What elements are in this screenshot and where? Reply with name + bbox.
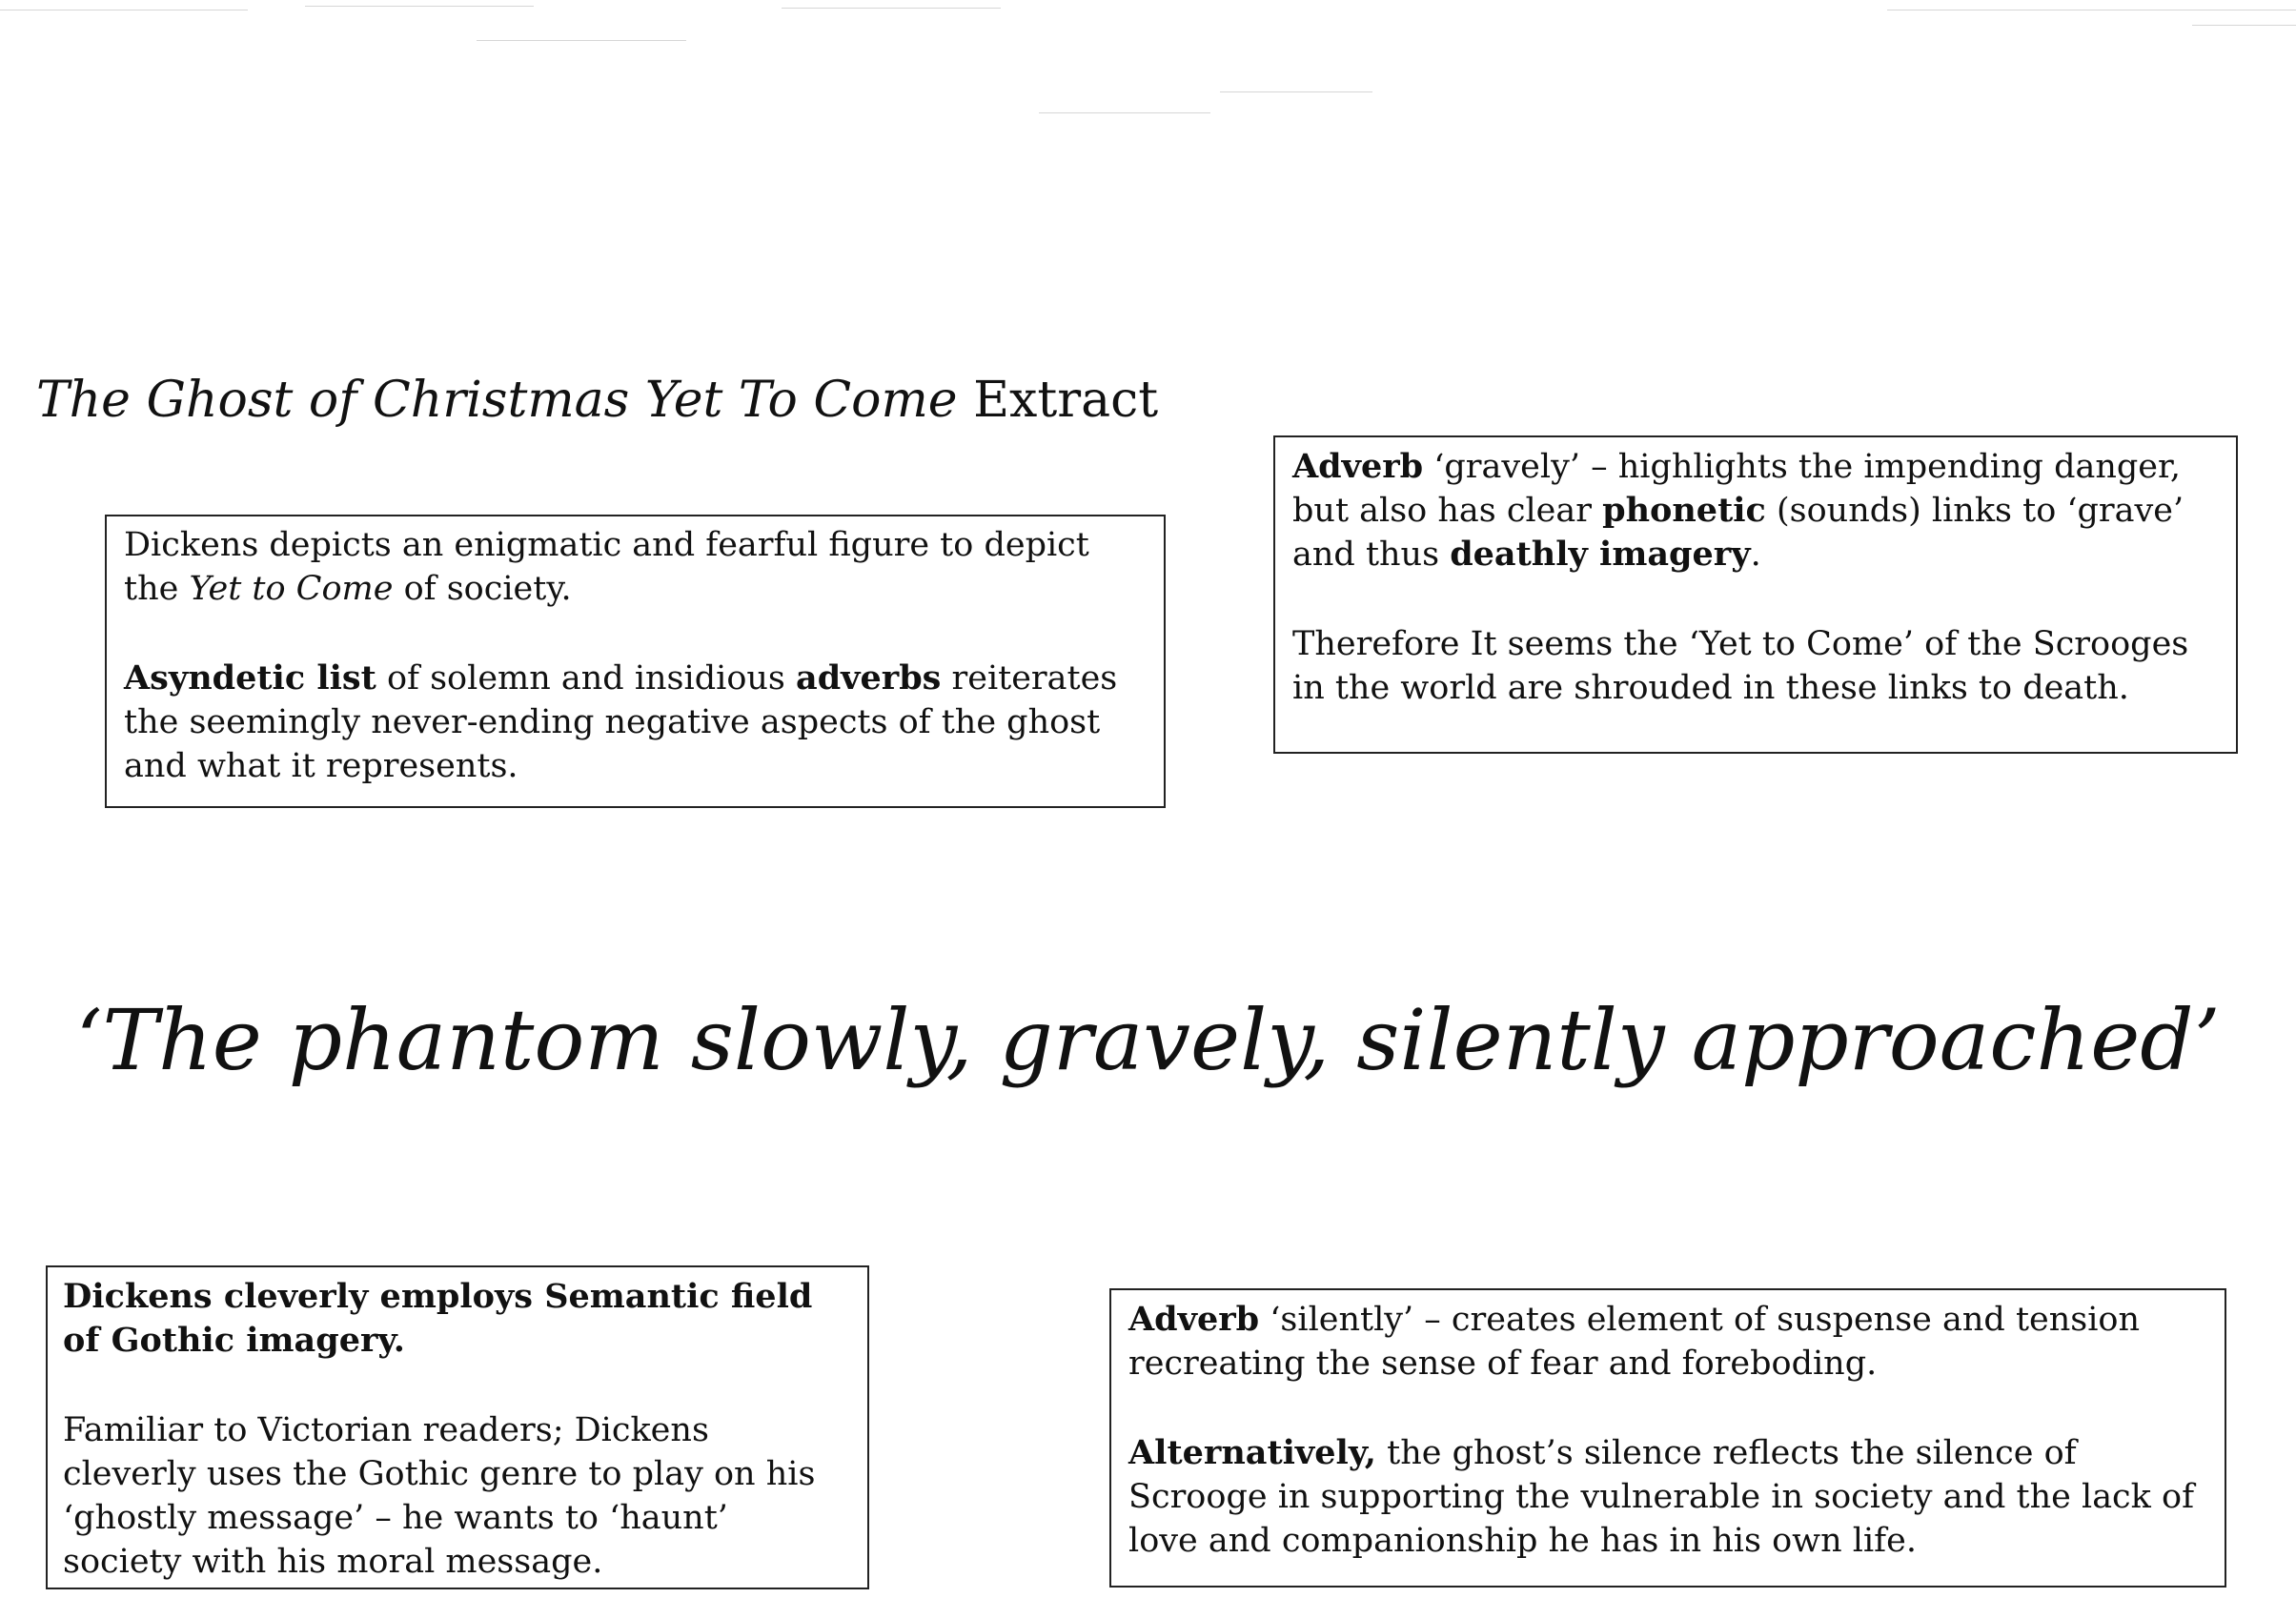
text-run: (sounds) links to ‘grave’ and thus [1292,492,2184,574]
annotation-paragraph [124,523,1147,611]
text-run: reiterates the seemingly never-ending negative aspects of the ghost and what it represents. [124,659,1118,785]
annotation-paragraph [124,657,1147,788]
title-italic: The Ghost of Christmas Yet To Come [36,372,958,429]
text-run: the ghost’s silence reflects the silence of Scrooge in supporting the vulnerable in society and the lack of love and companionship he has in his own life. [1128,1434,2195,1560]
annotation-box-top-left [105,515,1166,808]
text-run: ‘silently’ – creates element of suspense and tension recreating the sense of fear and foreboding. [1128,1301,2141,1383]
annotation-box-bottom-left [46,1265,869,1589]
text-run: ‘gravely’ – highlights the impending danger, but also has clear [1292,448,2182,530]
text-run-bold: phonetic [1602,491,1766,530]
title-plain: Extract [957,372,1159,429]
annotation-paragraph: Familiar to Victorian readers; Dickens cleverly uses the Gothic genre to play on his ‘ghostly message’ – he wants to ‘haunt’ society with his moral message. [63,1411,816,1581]
scan-artifact [1220,91,1372,92]
text-run: of society. [393,570,572,608]
text-run-bold: Asyndetic list [124,658,376,698]
annotation-paragraph [63,1275,852,1363]
text-run-bold: adverbs [796,658,942,698]
scan-artifact [305,6,534,7]
annotation-box-top-right [1273,435,2238,754]
annotation-paragraph [1128,1431,2207,1563]
annotation-paragraph [1292,445,2219,576]
text-run-bold: deathly imagery [1450,535,1751,574]
annotation-paragraph: Therefore It seems the ‘Yet to Come’ of the Scrooges in the world are shrouded in these links to death. [1292,625,2189,707]
text-run-italic: Yet to Come [189,570,394,608]
annotation-paragraph [1128,1298,2207,1386]
annotation-box-bottom-right [1109,1288,2226,1588]
text-run-bold: Adverb [1128,1300,1260,1339]
scan-artifact [782,8,1001,9]
featured-quote: ‘The phantom slowly, gravely, silently approached’ [75,991,2221,1089]
scan-artifact [1039,112,1210,113]
text-run-bold: Adverb [1292,447,1424,486]
text-run: of solemn and insidious [376,659,797,698]
text-run-bold: Alternatively, [1128,1433,1376,1472]
text-run-bold: Dickens cleverly employs Semantic field of Gothic imagery. [63,1277,813,1360]
scan-artifact [2192,25,2296,26]
scan-artifact [477,40,686,41]
text-run: . [1750,536,1761,574]
page-title [36,374,1158,428]
text-run: Dickens depicts an enigmatic and fearful figure to depict the [124,526,1089,608]
